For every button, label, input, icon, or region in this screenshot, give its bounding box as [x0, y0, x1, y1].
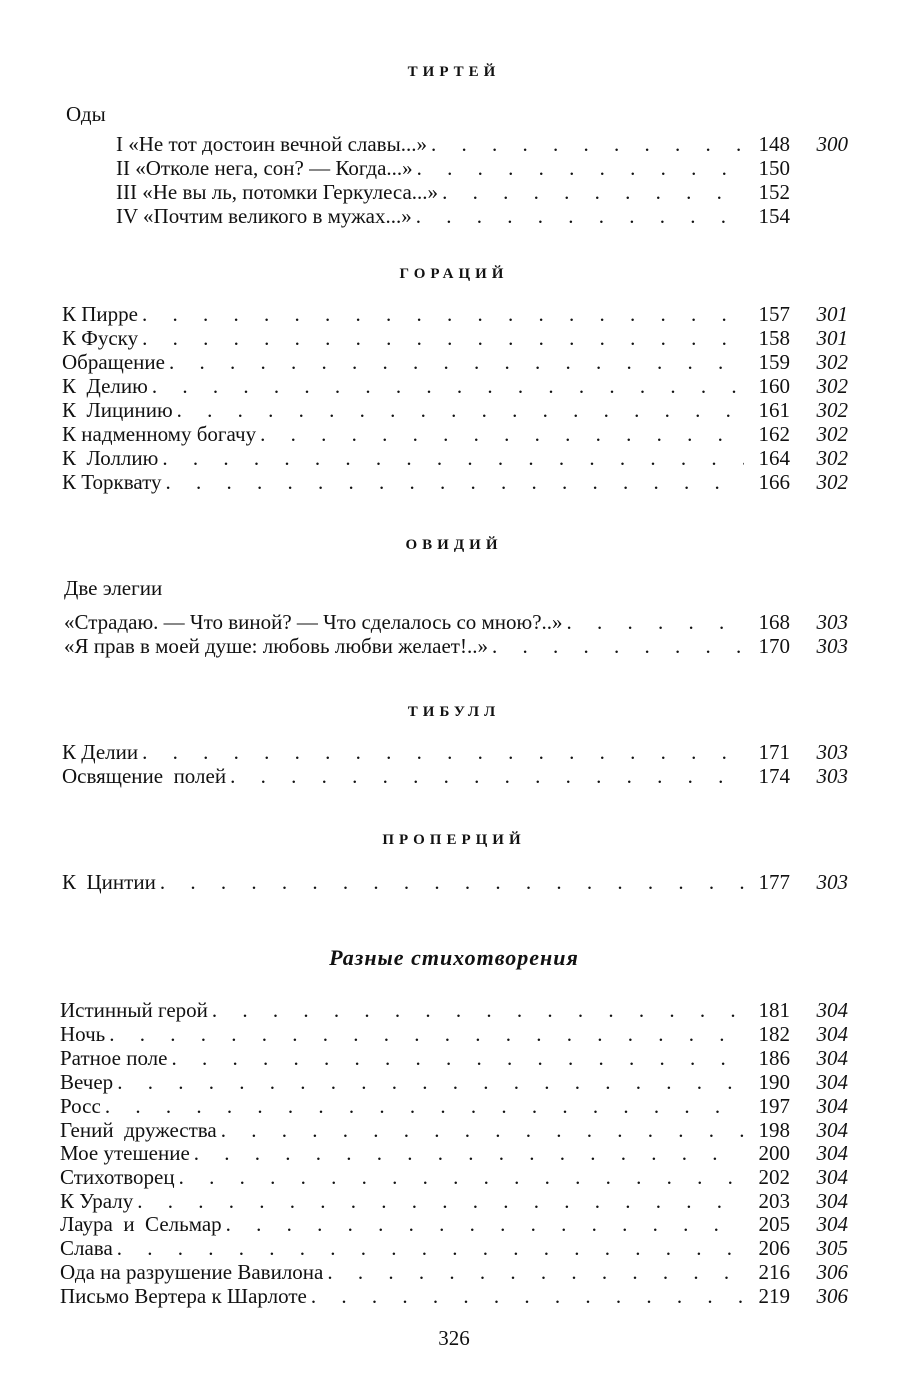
group-label-odes: Оды: [66, 102, 106, 126]
leader-dots: [327, 1260, 744, 1284]
toc-entry: Вечер . . . 190 304: [60, 1070, 848, 1094]
toc-entry: Ночь . . . 182 304: [60, 1022, 848, 1046]
toc-entry: Мое утешение . . . 200 304: [60, 1141, 848, 1165]
toc-entry: Письмо Вертера к Шарлоте . . . 219 306: [60, 1284, 848, 1308]
leader-dots: [311, 1284, 744, 1308]
leader-dots: [109, 1022, 744, 1046]
leader-dots: [142, 326, 744, 350]
section-heading-ovid: ОВИДИЙ: [405, 537, 503, 553]
toc-entry: К надменному богачу . . . 162 302: [62, 422, 848, 446]
leader-dots: [117, 1236, 744, 1260]
toc-entry: К Делию . . . 160 302: [62, 374, 848, 398]
section-heading-various: Разные стихотворения: [329, 945, 579, 970]
toc-entry: IV «Почтим великого в мужах...» . . . 154: [116, 204, 848, 228]
toc-entry: Стихотворец . . . 202 304: [60, 1165, 848, 1189]
leader-dots: [105, 1094, 744, 1118]
toc-entry: «Страдаю. — Что виной? — Что сделалось со мною?..» . . . 168 303: [64, 610, 848, 634]
section-heading-tirtei: ТИРТЕЙ: [407, 64, 501, 80]
leader-dots: [212, 998, 744, 1022]
leader-dots: [152, 374, 744, 398]
leader-dots: [226, 1212, 744, 1236]
group-label-two-elegies: Две элегии: [64, 576, 163, 600]
section-heading-horace: ГОРАЦИЙ: [399, 266, 509, 282]
toc-entry: К Лоллию . . . 164 302: [62, 446, 848, 470]
toc-entry: Росс . . . 197 304: [60, 1094, 848, 1118]
toc-entry: Обращение . . . 159 302: [62, 350, 848, 374]
leader-dots: [117, 1070, 744, 1094]
leader-dots: [179, 1165, 744, 1189]
leader-dots: [492, 634, 744, 658]
leader-dots: [171, 1046, 744, 1070]
leader-dots: [194, 1141, 744, 1165]
toc-entry: Ратное поле . . . 186 304: [60, 1046, 848, 1070]
leader-dots: [166, 470, 744, 494]
toc-entry: Освящение полей . . . 174 303: [62, 764, 848, 788]
leader-dots: [442, 180, 744, 204]
leader-dots: [169, 350, 744, 374]
leader-dots: [177, 398, 744, 422]
leader-dots: [160, 870, 744, 894]
leader-dots: [431, 132, 744, 156]
section-heading-propertius: ПРОПЕРЦИЙ: [382, 832, 526, 848]
toc-entry: Ода на разрушение Вавилона . . . 216 306: [60, 1260, 848, 1284]
toc-entry: Слава . . . 206 305: [60, 1236, 848, 1260]
toc-entry: «Я прав в моей душе: любовь любви желает!..» . . . 170 303: [64, 634, 848, 658]
toc-entry: К Пирре . . . 157 301: [62, 302, 848, 326]
leader-dots: [417, 156, 744, 180]
leader-dots: [567, 610, 744, 634]
leader-dots: [416, 204, 744, 228]
page-number: 326: [438, 1326, 470, 1350]
leader-dots: [142, 740, 744, 764]
leader-dots: [260, 422, 744, 446]
toc-entry: II «Отколе нега, сон? — Когда...» . . . 150: [116, 156, 848, 180]
toc-entry: К Фуску . . . 158 301: [62, 326, 848, 350]
section-heading-tibullus: ТИБУЛЛ: [407, 704, 501, 720]
toc-entry: К Цинтии . . . 177 303: [62, 870, 848, 894]
toc-entry: К Торквату . . . 166 302: [62, 470, 848, 494]
leader-dots: [142, 302, 744, 326]
toc-entry: К Уралу . . . 203 304: [60, 1189, 848, 1213]
leader-dots: [162, 446, 744, 470]
toc-entry: К Делии . . . 171 303: [62, 740, 848, 764]
toc-entry: Гений дружества . . . 198 304: [60, 1118, 848, 1142]
leader-dots: [221, 1118, 744, 1142]
toc-entry: III «Не вы ль, потомки Геркулеса...» . . . 152: [116, 180, 848, 204]
toc-entry: К Лицинию . . . 161 302: [62, 398, 848, 422]
leader-dots: [230, 764, 744, 788]
leader-dots: [137, 1189, 744, 1213]
toc-entry: Истинный герой . . . 181 304: [60, 998, 848, 1022]
toc-entry: Лаура и Сельмар . . . 205 304: [60, 1212, 848, 1236]
toc-entry: I «Не тот достоин вечной славы...» . . . 148 300: [116, 132, 848, 156]
